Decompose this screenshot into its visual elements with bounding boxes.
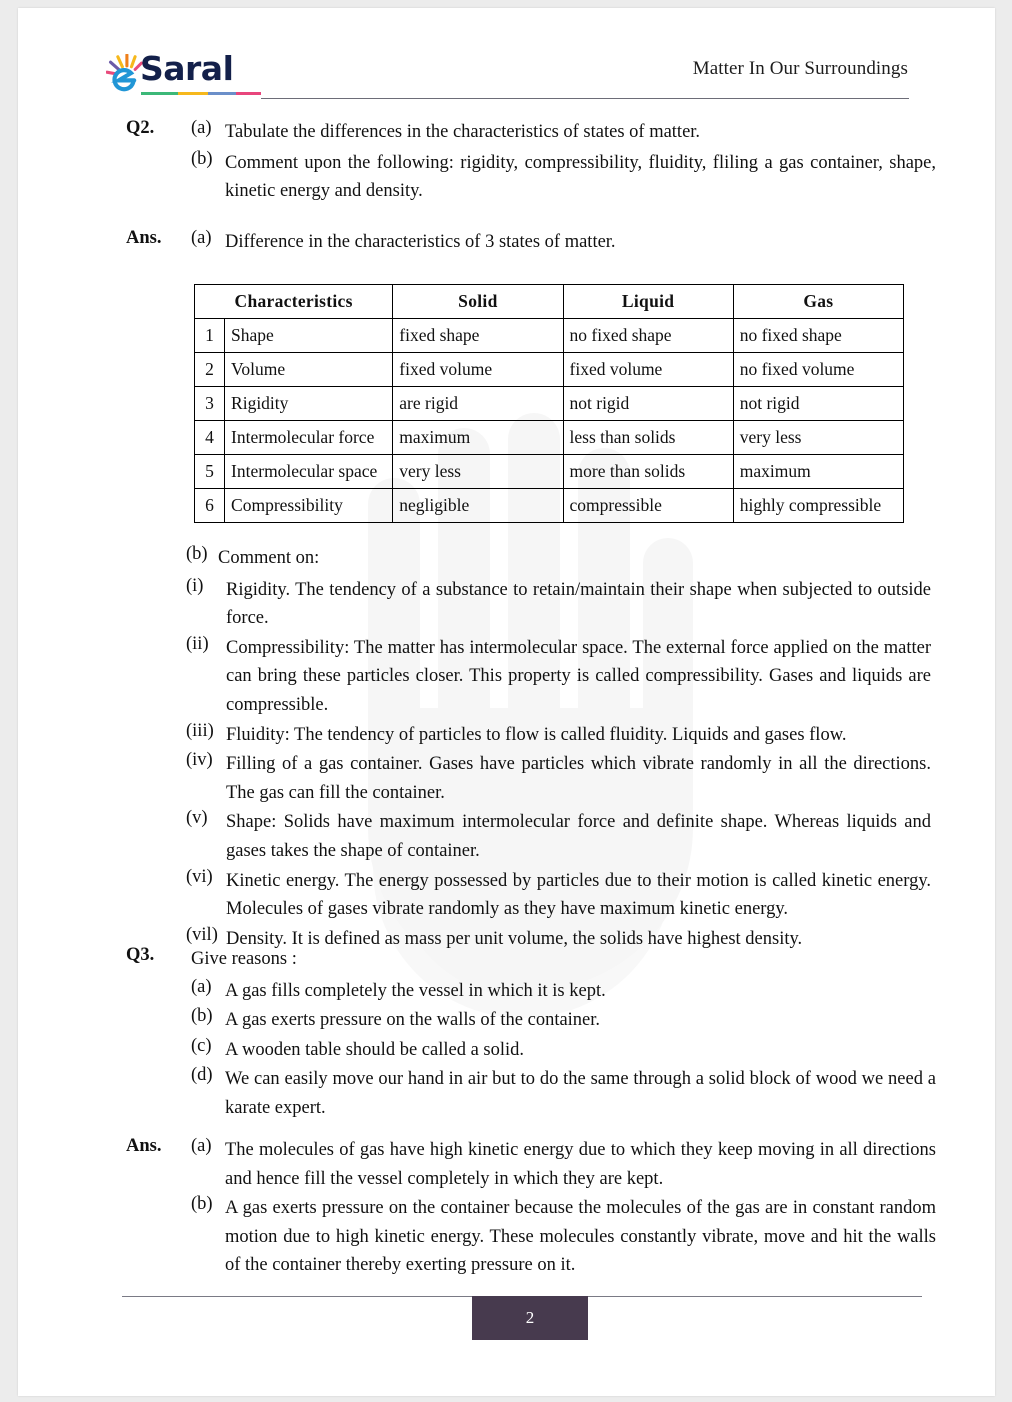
- item-marker: (b): [191, 1006, 213, 1027]
- list-item: [186, 721, 931, 750]
- item-text: A wooden table should be called a solid.: [225, 1039, 525, 1060]
- item-marker: (b): [191, 148, 213, 169]
- list-item: [186, 867, 931, 924]
- item-text: Filling of a gas container. Gases have particles which vibrate randomly in all the directions. The gas can fill the container.: [226, 754, 931, 803]
- item-text: Shape: Solids have maximum intermolecular force and definite shape. Whereas liquids and gases takes the shape of container.: [226, 812, 931, 861]
- table-row: [195, 489, 904, 523]
- item-marker: (iii): [186, 720, 214, 741]
- header-divider: [261, 98, 909, 99]
- item-marker: (i): [186, 575, 204, 596]
- table-row: [195, 387, 904, 421]
- cell-gas: not rigid: [733, 387, 903, 421]
- row-number: 4: [195, 421, 225, 455]
- list-item: [191, 977, 936, 1006]
- item-text: A gas fills completely the vessel in which it is kept.: [225, 980, 606, 1001]
- question-3-label: Q3.: [126, 945, 155, 965]
- row-number: 6: [195, 489, 225, 523]
- cell-liquid: compressible: [563, 489, 733, 523]
- question-2-items: [191, 118, 936, 206]
- item-text: Give reasons :: [191, 949, 297, 969]
- item-text: Comment on:: [218, 548, 320, 568]
- cell-solid: maximum: [393, 421, 563, 455]
- cell-liquid: fixed volume: [563, 353, 733, 387]
- question-2-label: Q2.: [126, 118, 155, 138]
- cell-solid: very less: [393, 455, 563, 489]
- cell-liquid: less than solids: [563, 421, 733, 455]
- item-text: Fluidity: The tendency of particles to flow is called fluidity. Liquids and gases flow.: [226, 724, 847, 745]
- cell-gas: no fixed volume: [733, 353, 903, 387]
- item-marker: (c): [191, 1035, 212, 1056]
- column-header-gas: Gas: [733, 285, 903, 319]
- page-header: [18, 46, 995, 106]
- cell-liquid: no fixed shape: [563, 319, 733, 353]
- cell-solid: are rigid: [393, 387, 563, 421]
- esaral-logo: [106, 50, 266, 98]
- list-item: [191, 118, 936, 147]
- cell-liquid: more than solids: [563, 455, 733, 489]
- table-row: [195, 353, 904, 387]
- column-header-characteristics: Characteristics: [195, 285, 393, 319]
- comment-on-list: [186, 544, 931, 953]
- cell-gas: no fixed shape: [733, 319, 903, 353]
- item-text: Rigidity. The tendency of a substance to retain/maintain their shape when subjected to outside force.: [226, 579, 931, 629]
- item-text: Comment upon the following: rigidity, compressibility, fluidity, fliling a gas container, shape, kinetic energy and density.: [225, 152, 936, 202]
- column-header-solid: Solid: [393, 285, 563, 319]
- item-marker: (v): [186, 808, 208, 829]
- item-text: A gas exerts pressure on the walls of the container.: [225, 1010, 601, 1031]
- cell-characteristic: Shape: [225, 319, 393, 353]
- table-header-row: [195, 285, 904, 319]
- chapter-title: Matter In Our Surroundings: [692, 58, 908, 79]
- list-item: [191, 1194, 936, 1280]
- esaral-wordmark: Saral: [140, 49, 234, 88]
- cell-gas: very less: [733, 421, 903, 455]
- item-text: Tabulate the differences in the characteristics of states of matter.: [225, 122, 701, 142]
- question-3-items: [191, 945, 936, 1123]
- list-item: [191, 1136, 936, 1193]
- item-text: Kinetic energy. The energy possessed by particles due to their motion is called kinetic energy. Molecules of gases vibrate randomly as they have maximum kinetic energy.: [226, 870, 931, 920]
- row-number: 5: [195, 455, 225, 489]
- list-item: [191, 228, 936, 257]
- table-row: [195, 319, 904, 353]
- list-item: [191, 1036, 936, 1065]
- page-number-badge: 2: [472, 1296, 588, 1340]
- cell-characteristic: Intermolecular space: [225, 455, 393, 489]
- states-of-matter-table-wrap: [194, 284, 904, 523]
- row-number: 1: [195, 319, 225, 353]
- row-number: 2: [195, 353, 225, 387]
- item-marker: (a): [191, 976, 212, 997]
- table-row: [195, 455, 904, 489]
- list-item: [186, 634, 931, 720]
- comment-heading: [186, 544, 931, 573]
- document-page: [18, 8, 995, 1396]
- table-row: [195, 421, 904, 455]
- cell-liquid: not rigid: [563, 387, 733, 421]
- esaral-color-bar: [141, 92, 261, 95]
- item-marker: (a): [191, 1136, 212, 1156]
- cell-characteristic: Compressibility: [225, 489, 393, 523]
- cell-solid: fixed volume: [393, 353, 563, 387]
- item-text: The molecules of gas have high kinetic energy due to which they keep moving in all directions and hence fill the vessel completely in which they are kept.: [225, 1140, 936, 1189]
- item-text: We can easily move our hand in air but to do the same through a solid block of wood we need a karate expert.: [225, 1069, 936, 1118]
- question-3-intro: [191, 945, 936, 974]
- item-marker: (vil): [186, 924, 218, 945]
- answer-3-items: [191, 1136, 936, 1280]
- item-marker: (a): [191, 118, 212, 138]
- item-marker: (iv): [186, 750, 213, 771]
- item-text: A gas exerts pressure on the container because the molecules of the gas are in constant random motion due to high kinetic energy. These molecules constantly vibrate, move and hit the walls of the container thereby exerting pressure on it.: [225, 1198, 936, 1276]
- cell-characteristic: Volume: [225, 353, 393, 387]
- item-text: Compressibility: The matter has intermolecular space. The external force applied on the matter can bring these particles closer. This property is called compressibility. Gases and liquids are compressible.: [226, 637, 931, 715]
- item-marker: (a): [191, 228, 212, 248]
- item-marker: (b): [191, 1194, 213, 1215]
- cell-characteristic: Intermolecular force: [225, 421, 393, 455]
- cell-gas: highly compressible: [733, 489, 903, 523]
- list-item: [191, 1065, 936, 1122]
- list-item: [186, 808, 931, 865]
- item-marker: (d): [191, 1065, 213, 1086]
- item-marker: (b): [186, 544, 208, 564]
- cell-characteristic: Rigidity: [225, 387, 393, 421]
- list-item: [186, 750, 931, 807]
- cell-gas: maximum: [733, 455, 903, 489]
- cell-solid: fixed shape: [393, 319, 563, 353]
- column-header-liquid: Liquid: [563, 285, 733, 319]
- list-item: [186, 576, 931, 633]
- item-marker: (vi): [186, 866, 213, 887]
- answer-2-intro: [191, 228, 936, 257]
- answer-2-label: Ans.: [126, 228, 162, 248]
- states-of-matter-table: [194, 284, 904, 523]
- list-item: [191, 149, 936, 206]
- item-marker: (ii): [186, 633, 209, 654]
- item-text: Density. It is defined as mass per unit volume, the solids have highest density.: [226, 928, 803, 949]
- answer-3-label: Ans.: [126, 1136, 162, 1156]
- item-text: Difference in the characteristics of 3 states of matter.: [225, 232, 616, 252]
- row-number: 3: [195, 387, 225, 421]
- list-item: [191, 1006, 936, 1035]
- cell-solid: negligible: [393, 489, 563, 523]
